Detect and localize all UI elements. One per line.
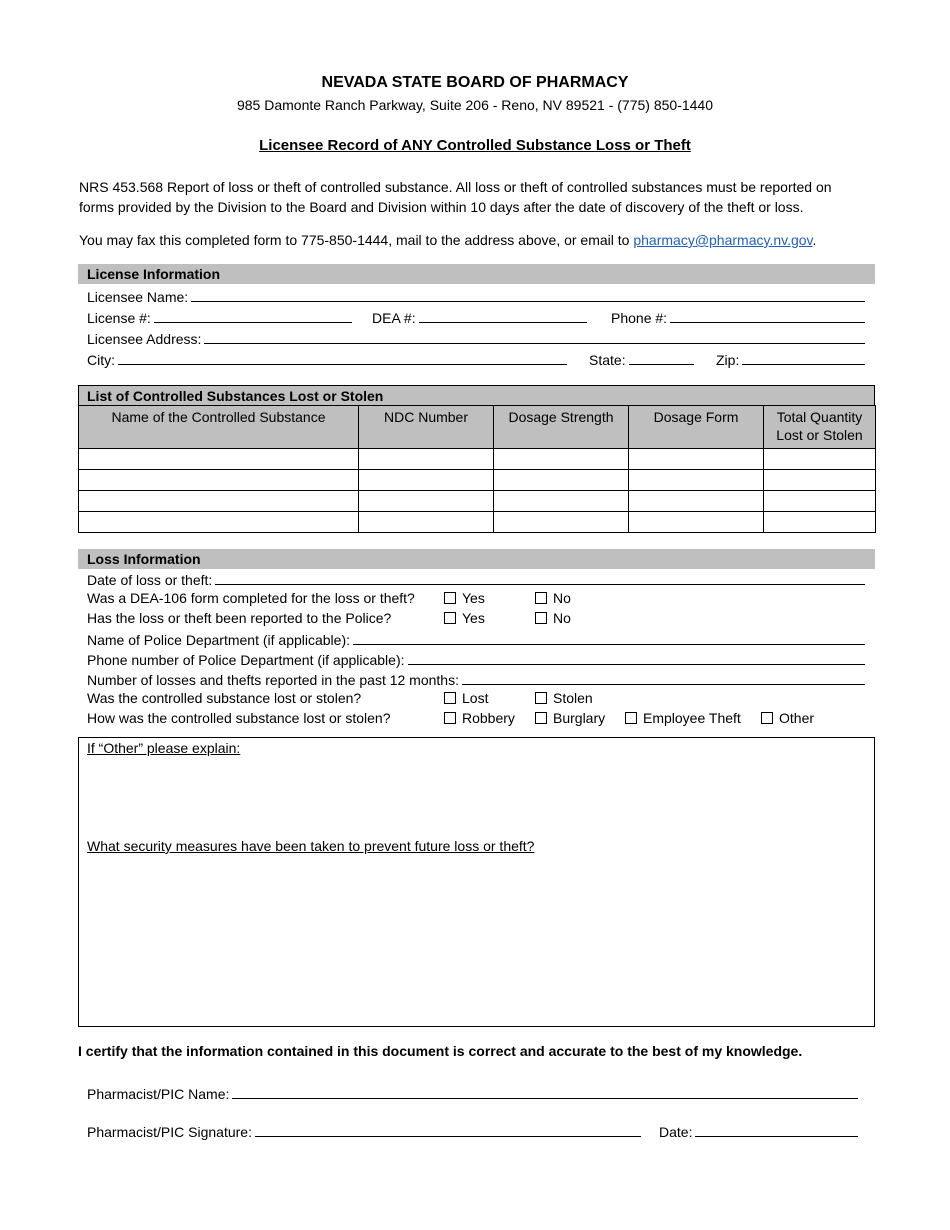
city-label: City:: [87, 352, 115, 368]
security-measures-label: What security measures have been taken to prevent future loss or theft?: [87, 838, 535, 854]
pic-name-row: [87, 1082, 858, 1102]
dea-number-label: DEA #:: [372, 310, 416, 326]
loss-section-header: Loss Information: [78, 549, 875, 569]
col-ndc-number: NDC Number: [359, 406, 494, 449]
zip-field[interactable]: [742, 349, 865, 365]
dea106-no-option[interactable]: [535, 588, 571, 608]
police-report-question: Has the loss or theft been reported to the Police?: [87, 610, 392, 626]
lost-label: Lost: [462, 690, 489, 706]
table-cell[interactable]: [494, 491, 629, 512]
licensee-address-field[interactable]: [204, 328, 865, 344]
police-no-checkbox[interactable]: [535, 612, 547, 624]
board-title: NEVADA STATE BOARD OF PHARMACY: [321, 74, 629, 91]
nrs-paragraph: NRS 453.568 Report of loss or theft of controlled substance. All loss or theft of controlled substances must be reported on forms provided by the Division to the Board and Division within 10 days after the date of discovery of the theft or loss.: [79, 179, 832, 215]
loss-date-field[interactable]: [215, 569, 865, 585]
substances-section-header: List of Controlled Substances Lost or Stolen: [78, 385, 875, 405]
robbery-checkbox[interactable]: [444, 712, 456, 724]
state-field[interactable]: [629, 349, 694, 365]
fax-instructions-end: .: [812, 232, 817, 248]
dea106-yes-label: Yes: [462, 590, 485, 606]
fax-instructions-text: You may fax this completed form to 775-850-1444, mail to the address above, or email to: [79, 232, 634, 248]
pic-signature-field[interactable]: [255, 1121, 641, 1137]
lost-option[interactable]: [444, 688, 488, 708]
other-option[interactable]: [761, 708, 814, 728]
table-cell[interactable]: [359, 470, 494, 491]
licensee-address-label: Licensee Address:: [87, 331, 202, 347]
licensee-name-field[interactable]: [191, 286, 865, 302]
stolen-option[interactable]: [535, 688, 593, 708]
robbery-option[interactable]: [444, 708, 515, 728]
board-address: 985 Damonte Ranch Parkway, Suite 206 - Reno, NV 89521 - (775) 850-1440: [236, 97, 714, 113]
table-cell[interactable]: [79, 512, 359, 533]
table-cell[interactable]: [359, 512, 494, 533]
table-cell[interactable]: [79, 449, 359, 470]
table-cell[interactable]: [629, 491, 764, 512]
license-number-label: License #:: [87, 310, 151, 326]
police-phone-label: Phone number of Police Department (if applicable):: [87, 652, 405, 668]
dea-number-field[interactable]: [419, 307, 587, 323]
table-row: [79, 491, 876, 512]
licensee-name-label: Licensee Name:: [87, 289, 189, 305]
police-dept-label: Name of Police Department (if applicable):: [87, 632, 351, 648]
other-checkbox[interactable]: [761, 712, 773, 724]
table-cell[interactable]: [629, 449, 764, 470]
city-state-zip-row: [87, 348, 865, 368]
dea106-no-label: No: [553, 590, 571, 606]
loss-date-label: Date of loss or theft:: [87, 572, 213, 588]
table-cell[interactable]: [359, 449, 494, 470]
table-cell[interactable]: [494, 470, 629, 491]
police-phone-row: [87, 648, 865, 668]
substances-table: [78, 405, 876, 533]
table-cell[interactable]: [629, 512, 764, 533]
employee-theft-label: Employee Theft: [643, 710, 741, 726]
explanation-box[interactable]: [78, 737, 875, 1027]
table-cell[interactable]: [764, 512, 876, 533]
table-row: [79, 470, 876, 491]
police-phone-field[interactable]: [408, 649, 865, 665]
num-losses-field[interactable]: [462, 669, 865, 685]
burglary-label: Burglary: [553, 710, 606, 726]
phone-number-field[interactable]: [670, 307, 865, 323]
col-dosage-form: Dosage Form: [629, 406, 764, 449]
burglary-option[interactable]: [535, 708, 605, 728]
phone-number-label: Phone #:: [611, 310, 668, 326]
state-label: State:: [589, 352, 626, 368]
license-number-field[interactable]: [154, 307, 352, 323]
email-link[interactable]: pharmacy@pharmacy.nv.gov: [633, 232, 813, 248]
zip-label: Zip:: [716, 352, 740, 368]
num-losses-row: [87, 668, 865, 688]
table-cell[interactable]: [494, 512, 629, 533]
pic-name-label: Pharmacist/PIC Name:: [87, 1086, 230, 1102]
table-cell[interactable]: [629, 470, 764, 491]
table-cell[interactable]: [764, 470, 876, 491]
police-yes-checkbox[interactable]: [444, 612, 456, 624]
table-row: [79, 512, 876, 533]
table-cell[interactable]: [764, 449, 876, 470]
table-cell[interactable]: [79, 491, 359, 512]
lost-checkbox[interactable]: [444, 692, 456, 704]
pic-name-field[interactable]: [232, 1083, 858, 1099]
form-title: Licensee Record of ANY Controlled Substance Loss or Theft: [259, 137, 691, 154]
certification-statement: I certify that the information contained in this document is correct and accurate to the best of my knowledge.: [78, 1043, 803, 1059]
police-yes-label: Yes: [462, 610, 485, 626]
police-yes-option[interactable]: [444, 608, 485, 628]
table-cell[interactable]: [494, 449, 629, 470]
pic-date-field[interactable]: [695, 1121, 858, 1137]
employee-theft-option[interactable]: [625, 708, 741, 728]
pic-signature-label: Pharmacist/PIC Signature:: [87, 1124, 252, 1140]
num-losses-label: Number of losses and thefts reported in the past 12 months:: [87, 672, 459, 688]
police-dept-row: [87, 628, 865, 648]
col-substance-name: Name of the Controlled Substance: [79, 406, 359, 449]
table-header-row: [79, 406, 876, 449]
table-row: [79, 449, 876, 470]
col-total-quantity: Total Quantity Lost or Stolen: [764, 406, 876, 449]
city-field[interactable]: [118, 349, 567, 365]
table-cell[interactable]: [79, 470, 359, 491]
police-dept-field[interactable]: [353, 629, 865, 645]
police-no-label: No: [553, 610, 571, 626]
dea106-question: Was a DEA-106 form completed for the loss or theft?: [87, 590, 415, 606]
other-explain-label: If “Other” please explain:: [87, 740, 241, 756]
loss-date-row: [87, 568, 865, 588]
license-section-header: License Information: [78, 264, 875, 284]
how-lost-question: How was the controlled substance lost or stolen?: [87, 710, 391, 726]
robbery-label: Robbery: [462, 710, 515, 726]
col-dosage-strength: Dosage Strength: [494, 406, 629, 449]
pic-signature-row: [87, 1120, 858, 1140]
stolen-checkbox[interactable]: [535, 692, 547, 704]
lost-stolen-question: Was the controlled substance lost or stolen?: [87, 690, 362, 706]
stolen-label: Stolen: [553, 690, 593, 706]
table-cell[interactable]: [359, 491, 494, 512]
licensee-name-row: [87, 285, 865, 305]
dea106-no-checkbox[interactable]: [535, 592, 547, 604]
burglary-checkbox[interactable]: [535, 712, 547, 724]
dea106-yes-option[interactable]: [444, 588, 485, 608]
substances-table-section: [78, 385, 875, 533]
police-no-option[interactable]: [535, 608, 571, 628]
dea106-yes-checkbox[interactable]: [444, 592, 456, 604]
submission-instructions: [79, 230, 869, 250]
pic-date-label: Date:: [659, 1124, 693, 1140]
licensee-address-row: [87, 327, 865, 347]
other-label: Other: [779, 710, 815, 726]
table-cell[interactable]: [764, 491, 876, 512]
license-numbers-row: [87, 306, 865, 326]
employee-theft-checkbox[interactable]: [625, 712, 637, 724]
